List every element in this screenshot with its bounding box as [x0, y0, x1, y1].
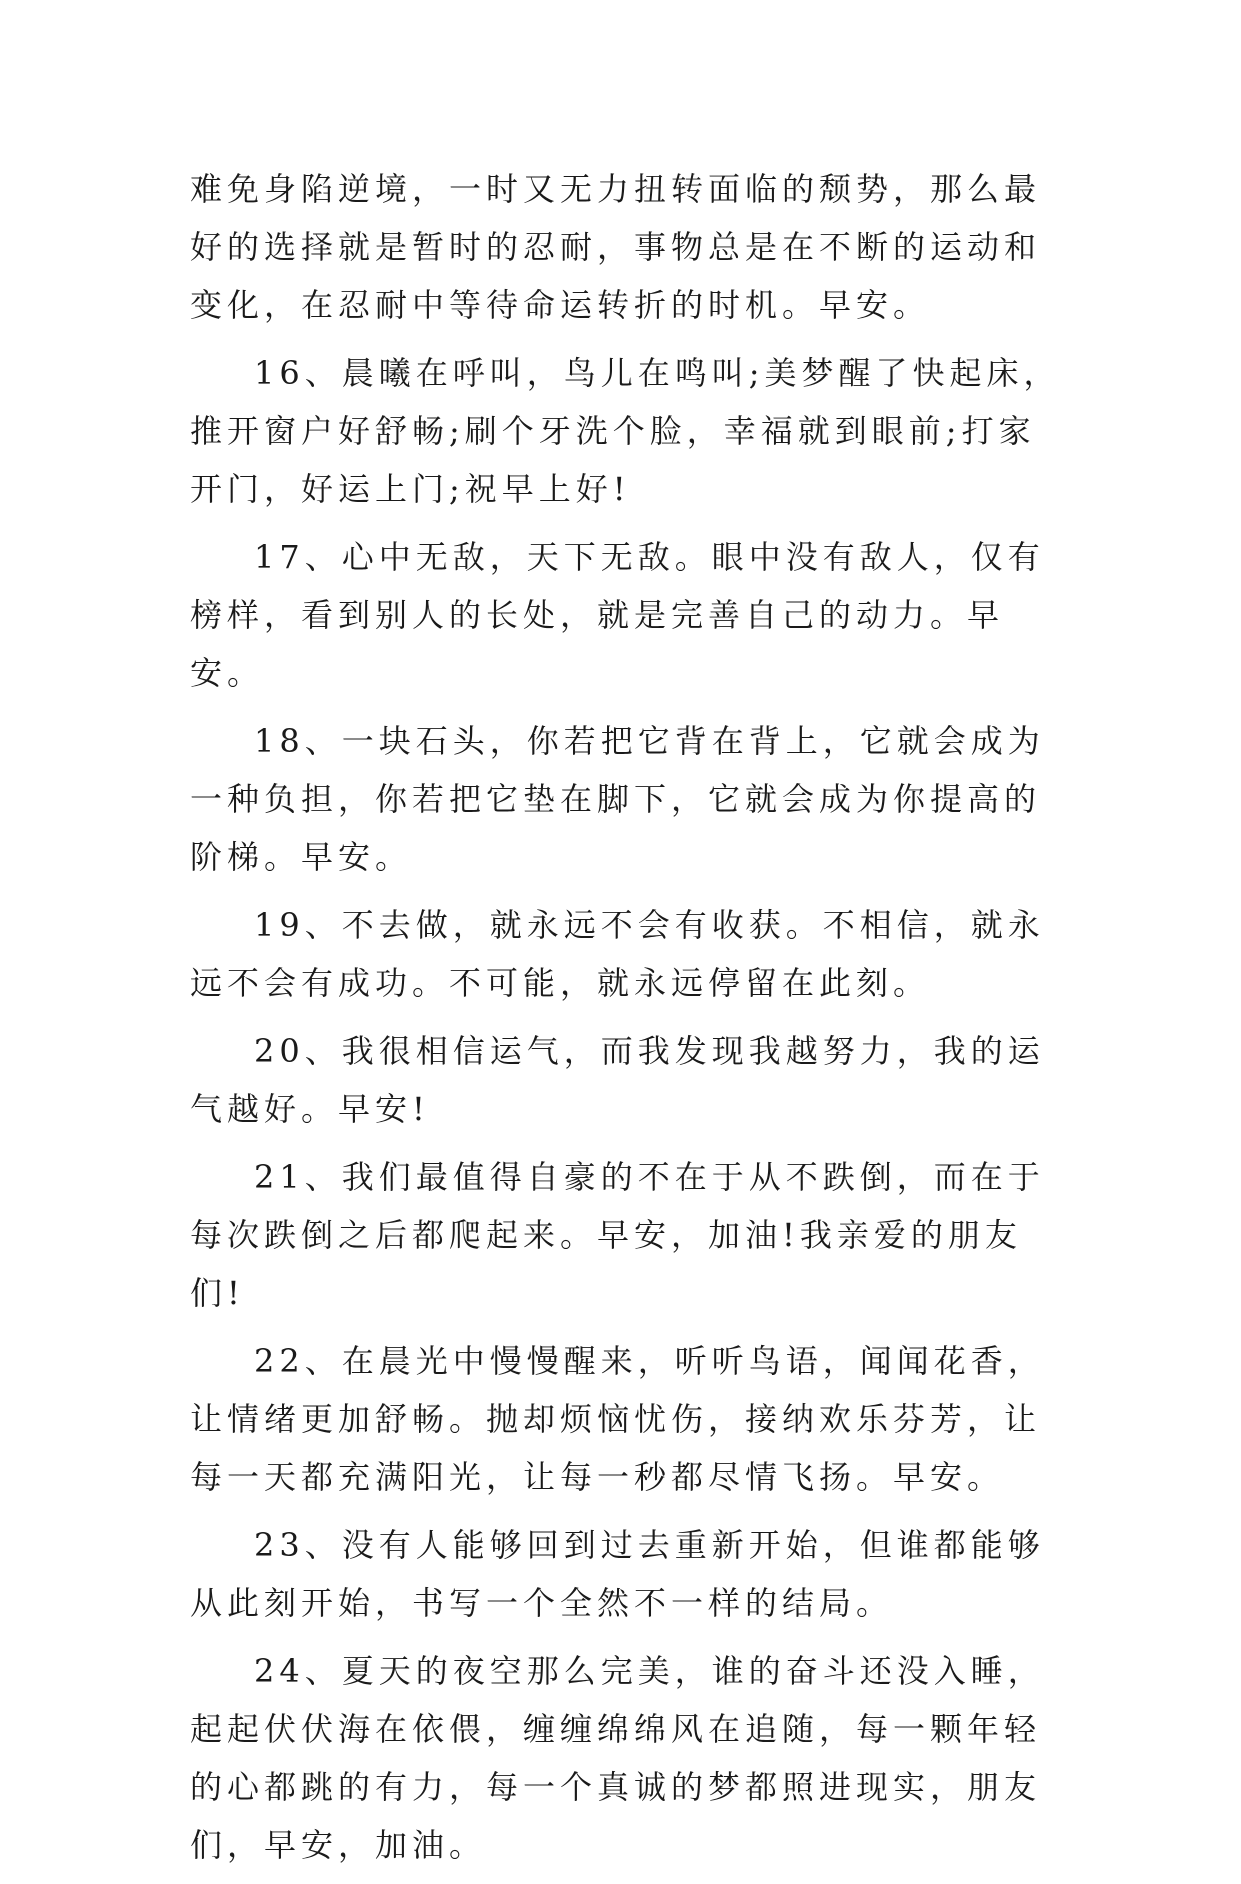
- paragraph-continued: 难免身陷逆境，一时又无力扭转面临的颓势，那么最好的选择就是暂时的忍耐，事物总是在不断的运动和变化，在忍耐中等待命运转折的时机。早安。: [190, 170, 1042, 324]
- paragraph-22: 22、在晨光中慢慢醒来，听听鸟语，闻闻花香，让情绪更加舒畅。抛却烦恼忧伤，接纳欢乐芬芳，让每一天都充满阳光，让每一秒都尽情飞扬。早安。: [190, 1342, 1045, 1496]
- document-body: [190, 160, 1070, 1884]
- paragraph-19: 19、不去做，就永远不会有收获。不相信，就永远不会有成功。不可能，就永远停留在此刻。: [190, 906, 1045, 1002]
- paragraph-17: 17、心中无敌，天下无敌。眼中没有敌人，仅有榜样，看到别人的长处，就是完善自己的动力。早安。: [190, 538, 1045, 692]
- paragraph-20: 20、我很相信运气，而我发现我越努力，我的运气越好。早安!: [190, 1032, 1045, 1128]
- paragraph-23: 23、没有人能够回到过去重新开始，但谁都能够从此刻开始，书写一个全然不一样的结局。: [190, 1526, 1045, 1622]
- paragraph-24: 24、夏天的夜空那么完美，谁的奋斗还没入睡，起起伏伏海在依偎，缠缠绵绵风在追随，每一颗年轻的心都跳的有力，每一个真诚的梦都照进现实，朋友们，早安，加油。: [190, 1652, 1045, 1864]
- paragraph-16: 16、晨曦在呼叫，鸟儿在鸣叫;美梦醒了快起床，推开窗户好舒畅;刷个牙洗个脸，幸福就到眼前;打家开门，好运上门;祝早上好!: [190, 354, 1061, 508]
- paragraph-21: 21、我们最值得自豪的不在于从不跌倒，而在于每次跌倒之后都爬起来。早安，加油!我亲爱的朋友们!: [190, 1158, 1045, 1312]
- paragraph-18: 18、一块石头，你若把它背在背上，它就会成为一种负担，你若把它垫在脚下，它就会成为你提高的阶梯。早安。: [190, 722, 1045, 876]
